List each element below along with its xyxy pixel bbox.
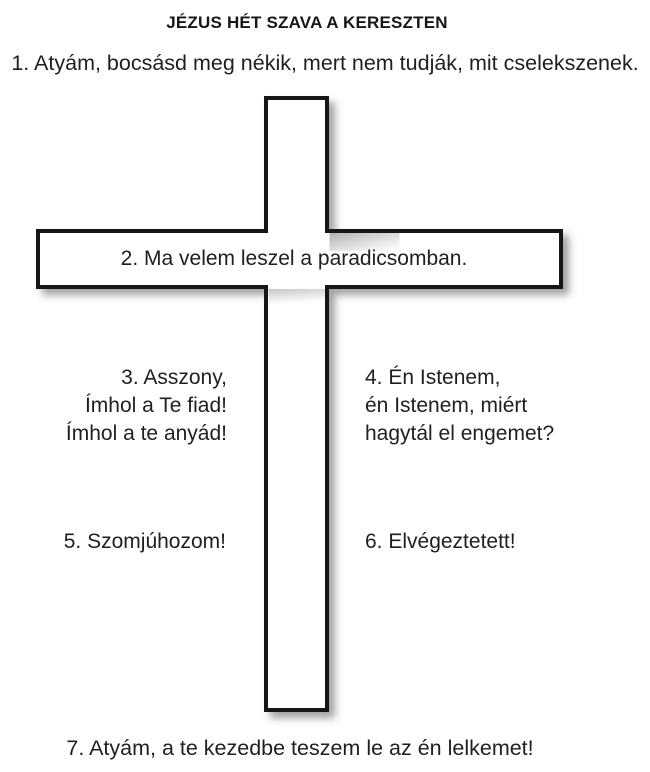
word-1-text: 1. Atyám, bocsásd meg nékik, mert nem tudják, mit cselekszenek. <box>11 51 639 75</box>
cross-inner-shadow-bottom-arm <box>269 289 326 304</box>
word-3-text <box>66 364 227 448</box>
word-4-line-2: én Istenem, miért <box>365 394 528 417</box>
word-3-line-2: Ímhol a Te fiad! <box>84 394 227 417</box>
word-2-text: 2. Ma velem leszel a paradicsomban. <box>120 247 468 270</box>
page-title: JÉZUS HÉT SZAVA A KERESZTEN <box>166 13 448 32</box>
word-5-text: 5. Szomjúhozom! <box>63 530 226 553</box>
word-4-line-1: 4. Én Istenem, <box>365 366 501 389</box>
word-7-text: 7. Atyám, a te kezedbe teszem le az én lelkemet! <box>66 736 534 760</box>
word-3-line-1: 3. Asszony, <box>121 366 227 389</box>
word-4-line-3: hagytál el engemet? <box>365 422 555 445</box>
word-6-text: 6. Elvégeztetett! <box>365 530 516 553</box>
word-3-line-3: Ímhol a te anyád! <box>65 422 227 445</box>
word-4-text <box>365 364 554 448</box>
